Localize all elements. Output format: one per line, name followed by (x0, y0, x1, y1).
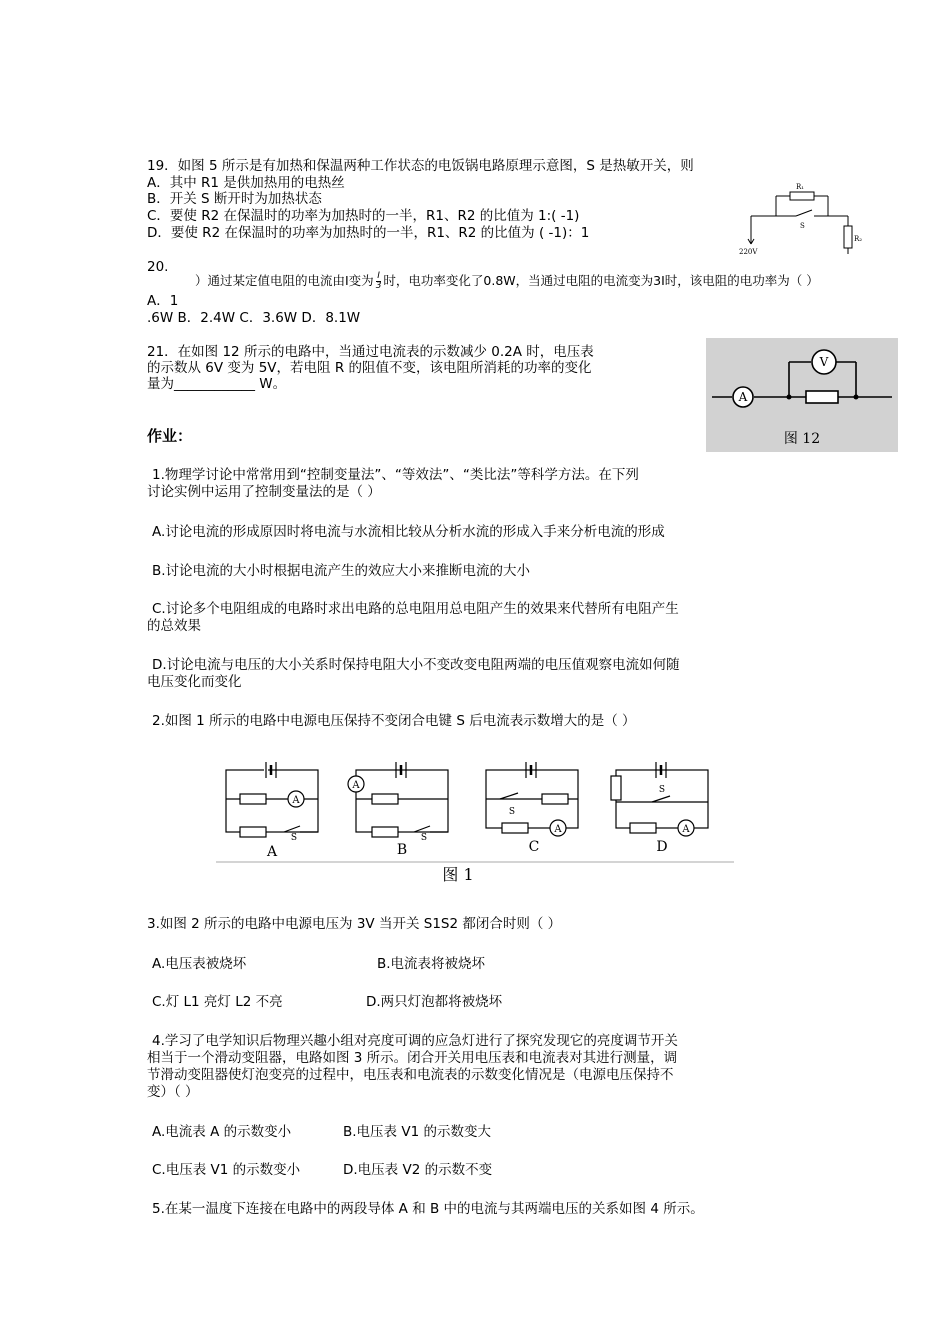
hw3-stem: 3.如图 2 所示的电路中电源电压为 3V 当开关 S1S2 都闭合时则（ ） (147, 916, 562, 932)
figure-5-circuit (738, 178, 868, 260)
circuit-b-label: B (396, 842, 408, 858)
fig12-caption: 图 12 (783, 431, 821, 447)
circuit-c-switch-label: S (508, 807, 516, 817)
hw1-option-d-2: 电压变化而变化 (147, 674, 242, 690)
q20-stem: ）通过某定值电阻的电流由I变为 $\frac{I}{3}$ 时，电功率变化了0.8W，当通过电阻的电流变为3I时，该电阻的电功率为（ ） (195, 271, 819, 291)
hw3-option-b: B.电流表将被烧坏 (377, 956, 486, 972)
hw4-option-a: A.电流表 A 的示数变小 (152, 1124, 292, 1140)
hw1-option-d-1: D.讨论电流与电压的大小关系时保持电阻大小不变改变电阻两端的电压值观察电流如何随 (152, 657, 680, 673)
q19-option-d: D．要使 R2 在保温时的功率为加热时的一半，R1、R2 的比值为 ( -1)：1 (147, 225, 590, 241)
hw3-option-a: A.电压表被烧坏 (152, 956, 247, 972)
circuit-a-label: A (266, 844, 278, 860)
circuit-d (611, 762, 708, 836)
figure-12-circuit (706, 338, 898, 452)
hw4-option-d: D.电压表 V2 的示数不变 (343, 1162, 493, 1178)
q19-option-c: C．要使 R2 在保温时的功率为加热时的一半，R1、R2 的比值为 1:( -1) (147, 208, 580, 224)
q21-line-2: 的示数从 6V 变为 5V，若电阻 R 的阻值不变，该电阻所消耗的功率的变化 (147, 360, 592, 376)
hw1-option-c-1: C.讨论多个电阻组成的电路时求出电路的总电阻用总电阻产生的效果来代替所有电阻产生 (152, 601, 679, 617)
hw3-option-c: C.灯 L1 亮灯 L2 不亮 (152, 994, 283, 1010)
hw4-stem-4: 变）（ ） (147, 1084, 199, 1100)
circuit-d-ammeter-label: A (682, 824, 690, 835)
hw1-option-c-2: 的总效果 (147, 618, 201, 634)
circuit-a-ammeter-label: A (292, 795, 300, 806)
hw3-option-d: D.两只灯泡都将被烧坏 (366, 994, 503, 1010)
hw1-option-a: A.讨论电流的形成原因时将电流与水流相比较从分析水流的形成入手来分析电流的形成 (152, 524, 665, 540)
q19-stem: 19．如图 5 所示是有加热和保温两种工作状态的电饭锅电路原理示意图，S 是热敏开关，则 (147, 158, 694, 174)
circuit-c (486, 762, 578, 836)
circuit-c-ammeter-label: A (554, 824, 562, 835)
hw4-option-c: C.电压表 V1 的示数变小 (152, 1162, 301, 1178)
hw1-option-b: B.讨论电流的大小时根据电流产生的效应大小来推断电流的大小 (152, 563, 531, 579)
q20-option-line-a: A．1 (147, 293, 179, 309)
fig12-voltmeter-label: V (819, 355, 829, 369)
fig12-ammeter-label: A (738, 390, 748, 404)
q19-option-b: B．开关 S 断开时为加热状态 (147, 191, 322, 207)
figure-1-caption: 图 1 (442, 865, 474, 884)
q20-option-line-b: .6W B．2.4W C．3.6W D．8.1W (147, 310, 361, 326)
hw1-stem-2: 讨论实例中运用了控制变量法的是（ ） (147, 484, 381, 500)
circuit-b-switch-label: S (420, 833, 428, 843)
hw4-stem-3: 节滑动变阻器使灯泡变亮的过程中，电压表和电流表的示数变化情况是（电源电压保持不 (147, 1067, 674, 1083)
circuit-d-label: D (656, 839, 668, 855)
q20-number: 20. (147, 259, 169, 275)
circuit-a-switch-label: S (290, 833, 298, 843)
q21-line-3: 量为____________ W。 (147, 376, 287, 392)
q21-line-1: 21．在如图 12 所示的电路中，当通过电流表的示数减少 0.2A 时，电压表 (147, 344, 594, 360)
fig5-r1-label: R₁ (796, 183, 805, 191)
circuit-c-label: C (528, 839, 540, 855)
hw4-stem-1: 4.学习了电学知识后物理兴趣小组对亮度可调的应急灯进行了探究发现它的亮度调节开关 (152, 1033, 678, 1049)
hw4-stem-2: 相当于一个滑动变阻器，电路如图 3 所示。闭合开关用电压表和电流表对其进行测量，调 (147, 1050, 678, 1066)
fig5-r2-label: R₂ (854, 235, 863, 243)
circuit-a (226, 762, 318, 837)
figure-1-circuits (216, 752, 734, 887)
homework-title: 作业： (147, 427, 193, 445)
hw1-stem-1: 1.物理学讨论中常常用到“控制变量法”、“等效法”、“类比法”等科学方法。在下列 (152, 467, 639, 483)
circuit-d-switch-label: S (658, 785, 666, 795)
fig5-voltage-label: 220V (739, 248, 758, 256)
hw5-stem: 5.在某一温度下连接在电路中的两段导体 A 和 B 中的电流与其两端电压的关系如图 4 所示。 (152, 1201, 704, 1217)
q20-fraction: $\frac{I}{3}$ (375, 271, 382, 291)
fig5-switch-label: S (800, 222, 805, 230)
circuit-b-ammeter-label: A (352, 780, 360, 791)
hw2-stem: 2.如图 1 所示的电路中电源电压保持不变闭合电键 S 后电流表示数增大的是（ ） (152, 713, 636, 729)
q19-option-a: A．其中 R1 是供加热用的电热丝 (147, 175, 345, 191)
hw4-option-b: B.电压表 V1 的示数变大 (343, 1124, 491, 1140)
circuit-b (348, 762, 448, 837)
